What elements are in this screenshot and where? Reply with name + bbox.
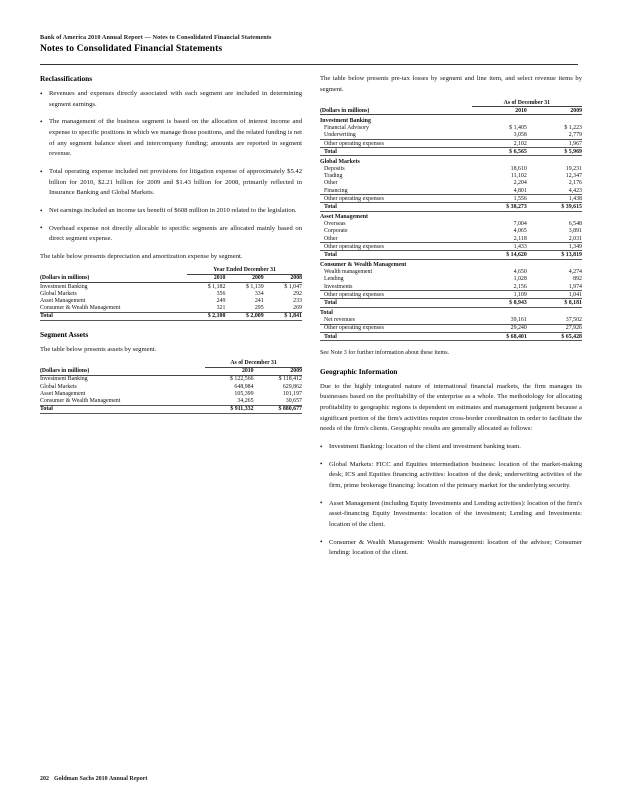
- list-item: • Consumer & Wealth Management: Wealth management: location of the advisor; Consumer lending: location of the client.: [320, 538, 582, 559]
- row-label: Overseas: [324, 221, 346, 228]
- cell-value: 2,118: [513, 235, 527, 242]
- table-row: [40, 305, 302, 313]
- table-total-row: [320, 299, 582, 307]
- cell-value: 321: [216, 305, 226, 312]
- cell-value: $ 8,181: [527, 299, 582, 307]
- table-row: [320, 165, 582, 172]
- row-label: Deposits: [324, 166, 345, 172]
- list-item: • Investment Banking: location of the client and investment banking team.: [320, 442, 582, 453]
- table-group-header: [320, 307, 582, 317]
- table-row: [40, 383, 302, 390]
- cell-value: 11,102: [510, 173, 527, 180]
- cell-value: 892: [573, 276, 582, 283]
- cell-value: 1,438: [527, 195, 582, 203]
- table-group-header: [320, 211, 582, 221]
- cell-value: 249: [216, 297, 226, 304]
- column-header-year: 2009: [225, 274, 263, 282]
- row-label: Total: [320, 333, 472, 341]
- row-label: Wealth management: [324, 269, 373, 276]
- cell-value: 105,399: [234, 390, 254, 397]
- table-row: [320, 187, 582, 195]
- table-row: [320, 132, 582, 140]
- table-total-row: [40, 312, 302, 320]
- table-row: [320, 173, 582, 180]
- column-header-year: 2010: [205, 367, 253, 375]
- cell-value: $ 2,009: [225, 312, 263, 320]
- geographic-bullets: [320, 442, 582, 559]
- table-row: [40, 297, 302, 304]
- row-label: Trading: [324, 173, 343, 180]
- cell-value: 1,967: [527, 139, 582, 147]
- table-row: [320, 291, 582, 299]
- cell-value: 4,801: [513, 187, 527, 194]
- depreciation-table-intro: The table below presents depreciation and amortization expense by segment.: [40, 253, 243, 261]
- table-row: [40, 375, 302, 383]
- left-column: [40, 74, 302, 566]
- table-row: [320, 139, 582, 147]
- column-header-year: 2008: [264, 274, 302, 282]
- table-total-row: [40, 405, 302, 413]
- row-label: Total: [40, 405, 205, 413]
- table-total-row: [320, 148, 582, 156]
- row-label: Total: [320, 148, 472, 156]
- cell-value: 2,156: [513, 283, 527, 290]
- row-label: Other: [324, 235, 338, 242]
- cell-value: 101,197: [282, 390, 302, 397]
- cell-value: $ 1,405: [509, 125, 527, 132]
- row-label: Asset Management: [40, 390, 86, 397]
- page-footer: [40, 776, 147, 782]
- cell-value: 334: [254, 290, 264, 297]
- row-label: Consumer & Wealth Management: [40, 305, 121, 312]
- depreciation-table: [40, 267, 302, 321]
- page-number: 202: [40, 776, 49, 782]
- reclassification-bullets: [40, 89, 302, 245]
- cell-value: 2,031: [568, 235, 582, 242]
- table-row: [320, 221, 582, 228]
- table-row: [320, 283, 582, 291]
- cell-value: 39,161: [510, 317, 527, 324]
- list-item: • Global Markets: FICC and Equities intermediation business: location of the market-making desk; ICS and Equities financing activities: location of the desk; underwriting activities of the firm, prime brokerage financing: location of the primary market for the underlying security.: [320, 460, 582, 492]
- cell-value: $ 911,332: [205, 405, 253, 413]
- list-item: • Total operating expense included net provisions for litigation expense of approximately $5.42 billion for 2010, $2.21 billion for 2009 and $1.43 billion for 2008, primarily reflected in Insurance Banking and Global Markets.: [40, 167, 302, 199]
- row-label: Underwriting: [324, 132, 356, 139]
- cell-value: $ 8,943: [472, 299, 527, 307]
- right-column: [320, 74, 582, 566]
- column-header-year: 2009: [254, 367, 302, 375]
- cell-value: $ 2,108: [187, 312, 225, 320]
- row-label: Other operating expenses: [320, 139, 472, 147]
- group-label: Total: [320, 310, 333, 317]
- section-heading-segment-assets: Segment Assets: [40, 329, 89, 339]
- table-row: [320, 125, 582, 132]
- cell-value: 233: [293, 297, 302, 304]
- table-row: [320, 195, 582, 203]
- row-label: Global Markets: [40, 383, 77, 390]
- cell-value: $ 880,677: [254, 405, 302, 413]
- column-header-label: (Dollars in millions): [40, 367, 205, 375]
- cell-value: $ 1,139: [245, 283, 264, 290]
- row-label: Financing: [324, 187, 348, 194]
- cell-value: 4,274: [568, 269, 582, 276]
- group-label: Global Markets: [320, 158, 360, 165]
- assets-table-intro: The table below presents assets by segment.: [40, 345, 157, 353]
- cell-value: 6,548: [568, 221, 582, 228]
- cell-value: $ 118,412: [278, 376, 302, 383]
- cell-value: 292: [293, 290, 302, 297]
- row-label: Other operating expenses: [320, 291, 472, 299]
- cell-value: 241: [254, 297, 264, 304]
- table-row: [320, 180, 582, 187]
- page-title: Notes to Consolidated Financial Statements: [40, 43, 223, 54]
- table-row: [40, 390, 302, 397]
- table-span-header: Year Ended December 31: [187, 267, 302, 275]
- row-label: Financial Advisory: [324, 125, 369, 132]
- row-label: Other operating expenses: [320, 195, 472, 203]
- group-label: Asset Management: [320, 214, 368, 221]
- row-label: Investment Banking: [40, 376, 88, 383]
- row-label: Total: [320, 299, 472, 307]
- cell-value: 37,502: [565, 317, 582, 324]
- running-head: Bank of America 2010 Annual Report — Notes to Consolidated Financial Statements: [40, 34, 272, 41]
- list-item: • The management of the business segment is based on the allocation of interest income and expense to specific positions in which we manage those positions, and the related funding is net of any segment balance sheet and intercompany funding; amounts are reported in segment revenue.: [40, 117, 302, 160]
- group-label: Consumer & Wealth Management: [320, 262, 407, 269]
- cell-value: $ 68,401: [472, 333, 527, 341]
- geographic-paragraph: Due to the highly integrated nature of international financial markets, the firm manages its businesses based on the profitability of the enterprise as a whole. The methodology for allocating profitability to geographic regions is dependent on estimates and management judgment because a significant portion of the firm's activities require cross-border coordination in order to facilitate the needs of the firm's clients. Geographic results are generally allocated as follows:: [320, 382, 582, 433]
- cell-value: 269: [293, 305, 302, 312]
- table-row: [40, 290, 302, 297]
- table-row: [40, 397, 302, 405]
- cell-value: $ 6,565: [472, 148, 527, 156]
- column-header-label: (Dollars in millions): [40, 274, 187, 282]
- cell-value: 648,984: [234, 383, 254, 390]
- column-header-year: 2010: [472, 107, 527, 115]
- list-item: • Net earnings included an income tax benefit of $608 million in 2010 related to the legislation.: [40, 206, 302, 217]
- table-span-header: As of December 31: [472, 99, 582, 107]
- column-header-year: 2009: [527, 107, 582, 115]
- table-row: [320, 235, 582, 243]
- cell-value: 29,240: [472, 324, 527, 332]
- cell-value: 2,176: [568, 180, 582, 187]
- cell-value: $ 65,428: [527, 333, 582, 341]
- cell-value: 1,109: [472, 291, 527, 299]
- footer-text: Goldman Sachs 2010 Annual Report: [54, 776, 148, 782]
- table-row: [320, 276, 582, 283]
- row-label: Investment Banking: [40, 283, 88, 290]
- cell-value: 1,041: [527, 291, 582, 299]
- cell-value: 3,891: [568, 228, 582, 235]
- cell-value: 2,102: [472, 139, 527, 147]
- cell-value: 356: [216, 290, 226, 297]
- table-span-header: As of December 31: [205, 359, 302, 367]
- table-row: [320, 269, 582, 276]
- cell-value: $ 38,273: [472, 203, 527, 211]
- cell-value: $ 1,182: [207, 283, 226, 290]
- list-item: • Overhead expense not directly allocable to specific segments are allocated mainly based on direct segment expense.: [40, 224, 302, 245]
- row-label: Investments: [324, 283, 353, 290]
- cell-value: 2,779: [568, 132, 582, 139]
- section-heading-reclassifications: Reclassifications: [40, 74, 93, 83]
- row-label: Total: [320, 203, 472, 211]
- cell-value: 2,204: [513, 180, 527, 187]
- segment-revenue-table: [320, 99, 582, 341]
- cell-value: 7,004: [513, 221, 527, 228]
- table-group-header: [320, 115, 582, 125]
- list-item: • Revenues and expenses directly associated with each segment are included in determining segment earnings.: [40, 89, 302, 110]
- table-group-header: [320, 259, 582, 269]
- cell-value: 4,650: [513, 269, 527, 276]
- cell-value: 295: [254, 305, 264, 312]
- cell-value: $ 1,223: [564, 125, 582, 132]
- row-label: Consumer & Wealth Management: [40, 398, 121, 404]
- cell-value: $ 1,841: [264, 312, 302, 320]
- cell-value: 34,265: [237, 398, 254, 404]
- table-row: [320, 243, 582, 251]
- cell-value: $ 5,969: [527, 148, 582, 156]
- list-item: • Asset Management (including Equity Investments and Lending activities): location of the firm's asset-financing Equity Investments: location of the investment; Lending and Investments: location of the client.: [320, 499, 582, 531]
- cell-value: 4,065: [513, 228, 527, 235]
- cell-value: 1,974: [568, 283, 582, 290]
- row-label: Other: [324, 180, 338, 187]
- row-label: Total: [40, 312, 187, 320]
- cell-value: 18,610: [510, 166, 527, 172]
- cell-value: 30,657: [285, 398, 302, 404]
- table-group-header: [320, 156, 582, 166]
- two-column-body: [40, 74, 582, 566]
- cell-value: 1,556: [472, 195, 527, 203]
- row-label: Global Markets: [40, 290, 77, 297]
- cell-value: 1,433: [472, 243, 527, 251]
- table-footnote: See Note 3 for further information about these items.: [320, 350, 450, 357]
- column-header-label: (Dollars in millions): [320, 107, 472, 115]
- row-label: Net revenues: [324, 317, 355, 324]
- table-row: [320, 317, 582, 325]
- section-heading-geographic-information: Geographic Information: [320, 366, 398, 376]
- cell-value: $ 39,615: [527, 203, 582, 211]
- row-label: Total: [320, 251, 472, 259]
- segment-assets-table: [40, 359, 302, 413]
- table-row: [320, 324, 582, 332]
- table-row: [320, 228, 582, 235]
- header-rule: [40, 64, 578, 65]
- cell-value: 3,058: [513, 132, 527, 139]
- column-header-year: 2010: [187, 274, 225, 282]
- cell-value: $ 1,047: [284, 283, 302, 290]
- cell-value: $ 14,620: [472, 251, 527, 259]
- cell-value: 1,028: [513, 276, 527, 283]
- row-label: Other operating expenses: [320, 324, 472, 332]
- table-row: [40, 282, 302, 290]
- table-total-row: [320, 203, 582, 211]
- table-total-row: [320, 333, 582, 341]
- row-label: Corporate: [324, 228, 348, 235]
- cell-value: 27,926: [527, 324, 582, 332]
- cell-value: $ 122,566: [230, 376, 254, 383]
- cell-value: 4,423: [568, 187, 582, 194]
- cell-value: 629,862: [282, 383, 302, 390]
- table-total-row: [320, 251, 582, 259]
- group-label: Investment Banking: [320, 117, 371, 124]
- cell-value: 1,349: [527, 243, 582, 251]
- row-label: Other operating expenses: [320, 243, 472, 251]
- cell-value: $ 13,819: [527, 251, 582, 259]
- cell-value: 12,347: [565, 173, 582, 180]
- cell-value: 19,231: [565, 166, 582, 172]
- segments-table-intro: The table below presents pre-tax losses by segment and line item, and select revenue items by segment.: [320, 75, 582, 93]
- row-label: Asset Management: [40, 297, 86, 304]
- row-label: Lending: [324, 276, 344, 283]
